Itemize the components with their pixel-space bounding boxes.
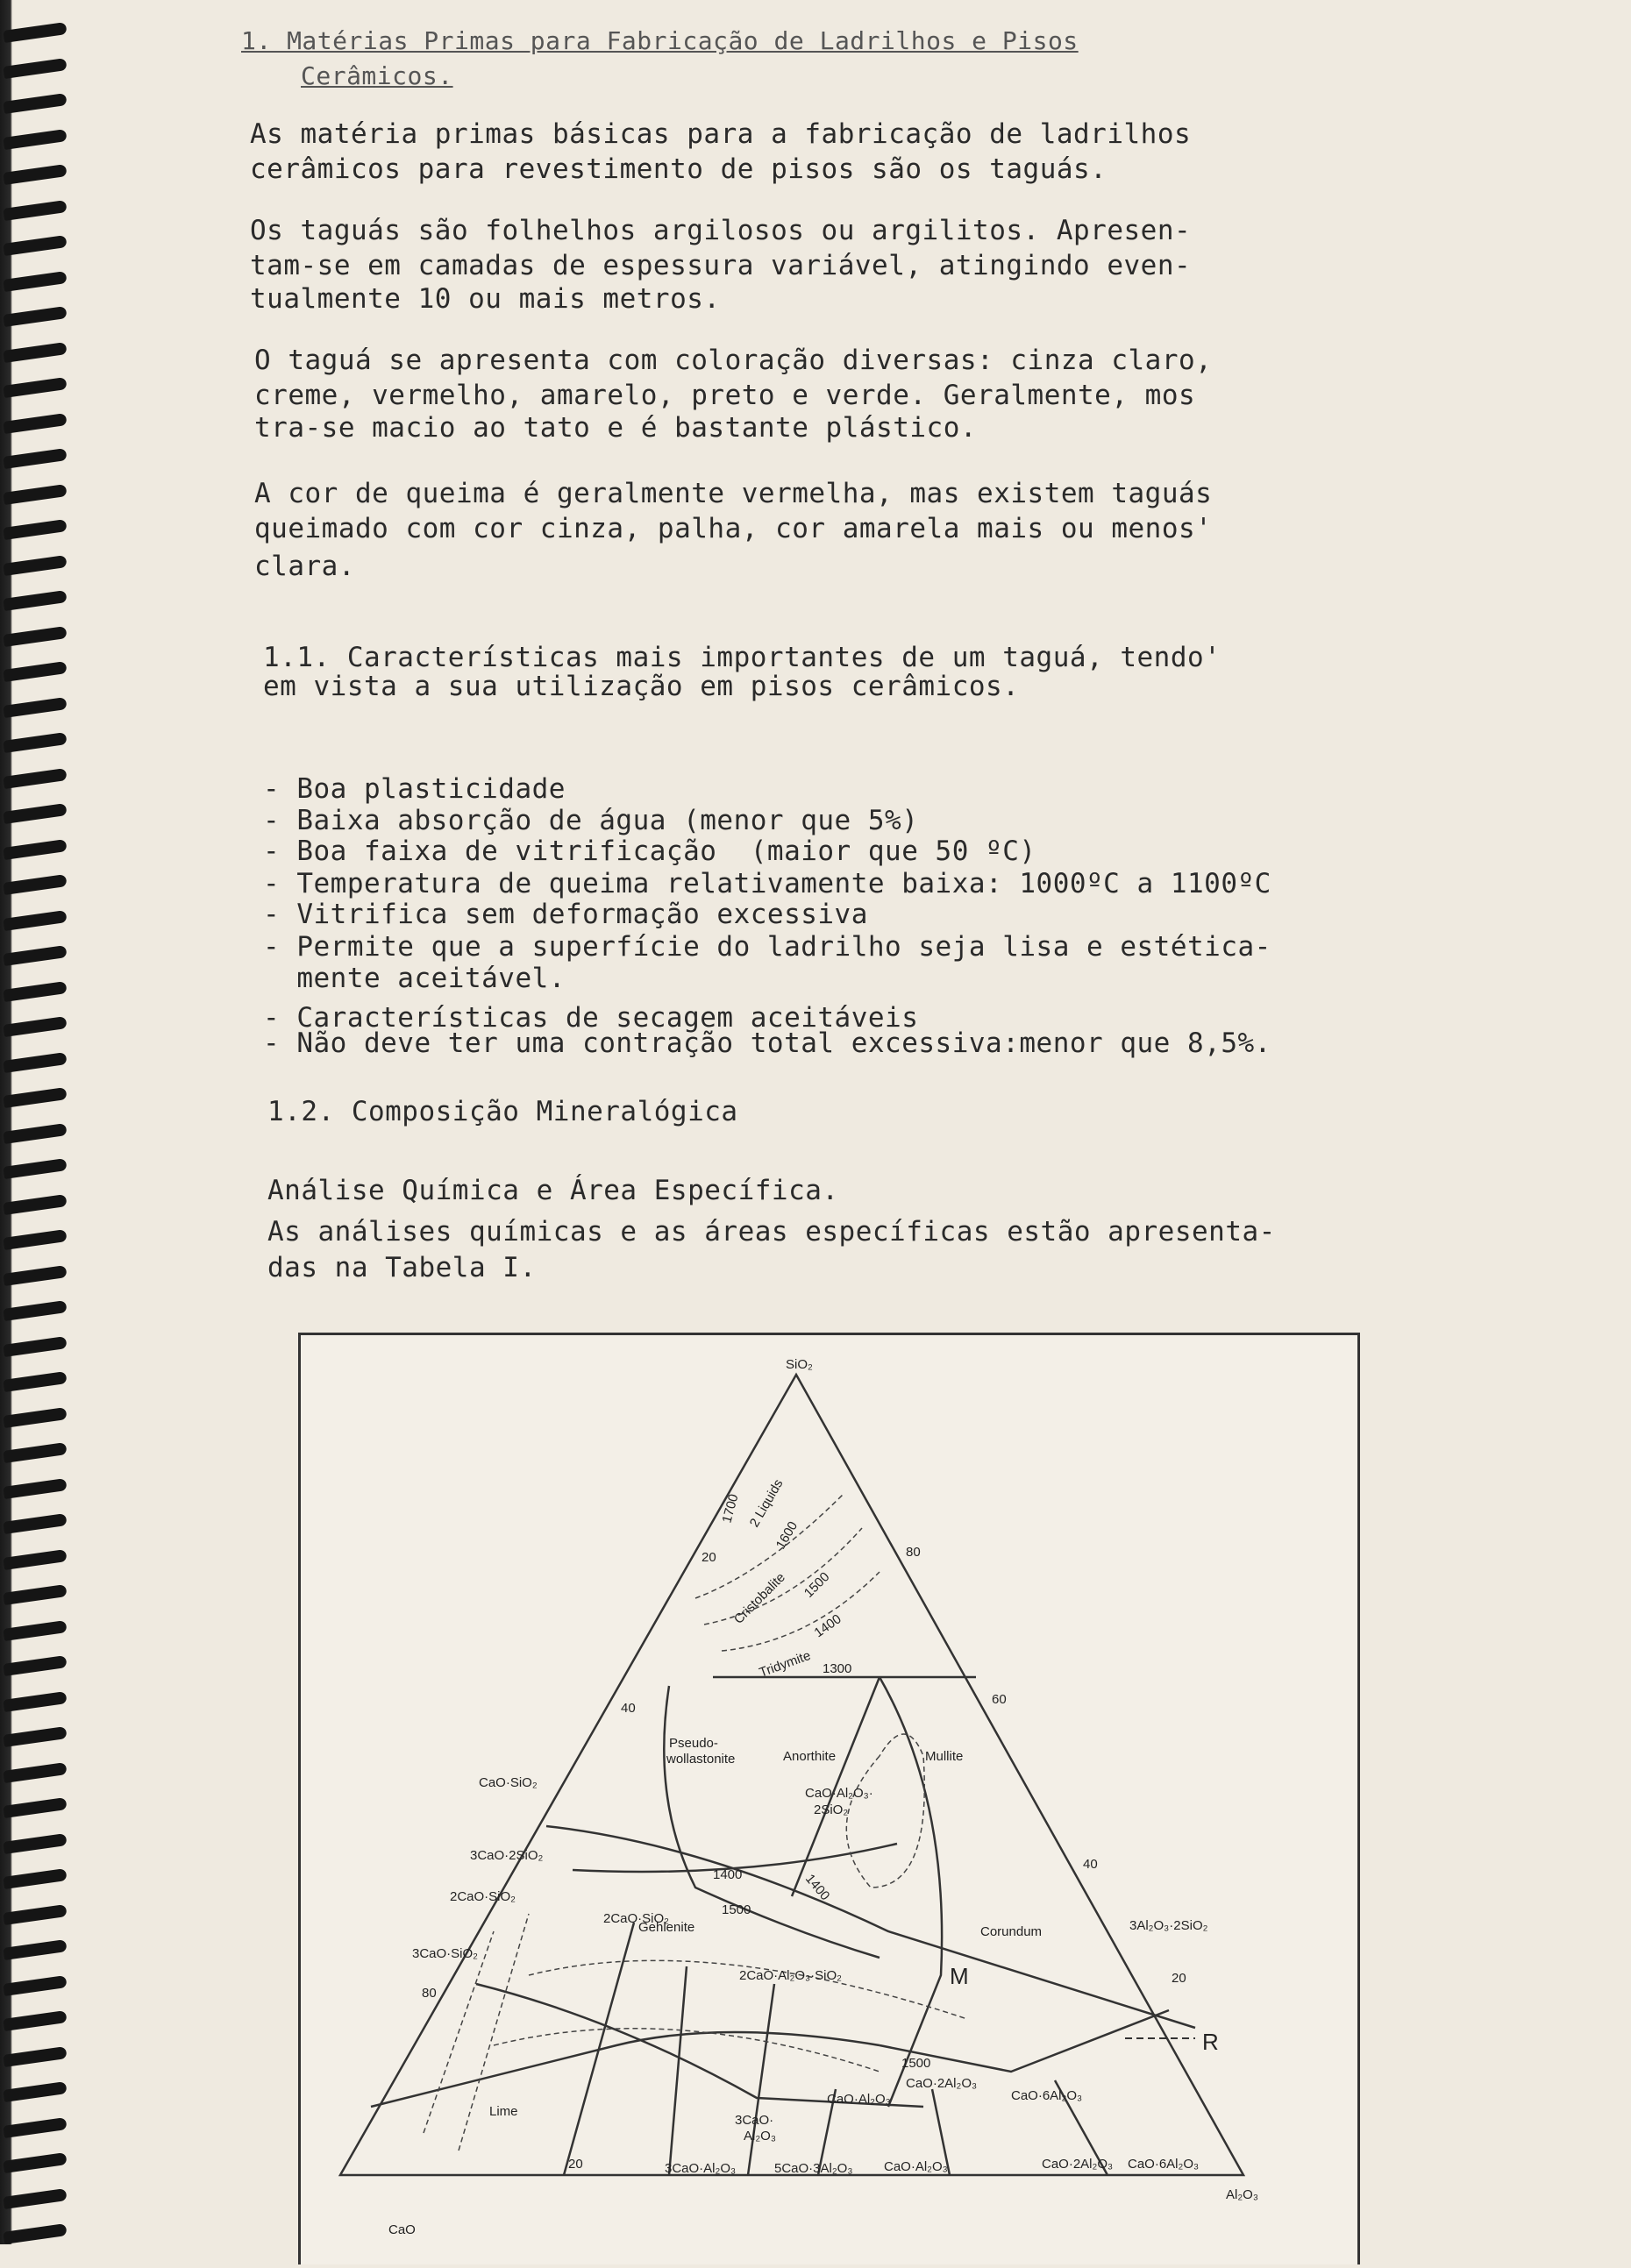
compound-label: 2CaO·Al₂O₃·SiO₂ xyxy=(739,1968,842,1983)
compound-label: 3CaO·SiO₂ xyxy=(412,1946,479,1961)
phase-label: 2 Liquids xyxy=(746,1476,787,1530)
binding-ring xyxy=(3,1158,67,1179)
paragraph-1-line: As matéria primas básicas para a fabricação de ladrilhos xyxy=(250,118,1192,150)
binding-ring xyxy=(3,413,67,434)
compound-label: 2CaO·SiO₂ xyxy=(450,1889,516,1904)
binding-ring xyxy=(3,910,67,931)
binding-ring xyxy=(3,448,67,469)
binding-ring xyxy=(3,1300,67,1321)
binding-ring xyxy=(3,2223,67,2244)
right-tick: 40 xyxy=(1083,1857,1098,1872)
binding-ring xyxy=(3,2152,67,2173)
isotherm-label: 1500 xyxy=(722,1902,751,1917)
bottom-compound-label: 3CaO·Al₂O₃ xyxy=(665,2161,737,2176)
section-1-1-heading: em vista a sua utilização em pisos cerâmicos. xyxy=(263,671,1020,702)
binding-ring xyxy=(3,377,67,398)
binding-ring xyxy=(3,1442,67,1463)
binding-ring xyxy=(3,1265,67,1286)
list-item: mente aceitável. xyxy=(263,963,566,994)
binding-ring xyxy=(3,1655,67,1676)
binding-ring xyxy=(3,2188,67,2209)
binding-ring xyxy=(3,271,67,292)
binding-ring xyxy=(3,2081,67,2102)
binding-ring xyxy=(3,1868,67,1889)
binding-ring xyxy=(3,306,67,327)
binding-ring xyxy=(3,803,67,824)
paragraph-4-line: clara. xyxy=(254,551,355,582)
isotherm-label: 1700 xyxy=(719,1492,742,1525)
compound-label: 3CaO·2SiO₂ xyxy=(470,1848,544,1863)
section-1-1-heading: 1.1. Características mais importantes de um taguá, tendo' xyxy=(263,642,1221,673)
phase-label: Tridymite xyxy=(757,1647,813,1681)
binding-ring xyxy=(3,1016,67,1037)
binding-ring xyxy=(3,1904,67,1925)
cao-al2o3-sio2-phase-diagram xyxy=(301,1335,1357,2264)
paragraph-2-line: tam-se em camadas de espessura variável, atingindo even- xyxy=(250,250,1192,281)
subsection-heading: Análise Química e Área Específica. xyxy=(267,1175,839,1206)
isotherm-label: 1500 xyxy=(801,1569,833,1601)
paragraph-2-line: Os taguás são folhelhos argilosos ou argilitos. Apresen- xyxy=(250,215,1192,246)
binding-ring xyxy=(3,1762,67,1783)
phase-label: Cristobalite xyxy=(730,1569,788,1627)
paragraph-3-line: creme, vermelho, amarelo, preto e verde. Geralmente, mos xyxy=(254,380,1196,411)
binding-ring xyxy=(3,1052,67,1073)
binding-ring xyxy=(3,1726,67,1747)
binding-ring xyxy=(3,874,67,895)
binding-ring xyxy=(3,1691,67,1712)
compound-label: 2CaO·SiO₂ xyxy=(603,1911,670,1926)
binding-ring xyxy=(3,1478,67,1499)
list-item: - Boa plasticidade xyxy=(263,773,566,805)
compound-label: 2SiO₂ xyxy=(814,1802,849,1817)
marker-r: R xyxy=(1202,2029,1219,2055)
binding-ring xyxy=(3,129,67,150)
binding-ring xyxy=(3,2117,67,2138)
binding-ring xyxy=(3,626,67,647)
final-paragraph-line: das na Tabela I. xyxy=(267,1252,537,1283)
binding-ring xyxy=(3,235,67,256)
compound-label: CaO·Al₂O₃ xyxy=(827,2092,891,2107)
left-tick: 20 xyxy=(702,1550,716,1565)
compound-label: Al₂O₃ xyxy=(744,2129,776,2144)
isotherm-label: 1400 xyxy=(811,1611,844,1641)
compound-label: CaO·Al₂O₃· xyxy=(805,1786,873,1801)
list-item: - Baixa absorção de água (menor que 5%) xyxy=(263,805,919,836)
paragraph-4-line: queimado com cor cinza, palha, cor amarela mais ou menos' xyxy=(254,513,1213,544)
left-tick: 80 xyxy=(422,1986,437,2001)
isotherm-label: 1400 xyxy=(713,1867,743,1882)
isotherm-label: 1600 xyxy=(773,1518,801,1552)
apex-al2o3-label: Al₂O₃ xyxy=(1226,2187,1258,2202)
binding-ring xyxy=(3,839,67,860)
spiral-binding xyxy=(0,0,79,2244)
paragraph-4-line: A cor de queima é geralmente vermelha, mas existem taguás xyxy=(254,478,1213,509)
compound-label: CaO·6Al₂O₃ xyxy=(1011,2088,1083,2103)
binding-ring xyxy=(3,1513,67,1534)
binding-ring xyxy=(3,1549,67,1570)
bottom-compound-label: CaO·2Al₂O₃ xyxy=(1042,2157,1114,2172)
phase-label: Gehlenite xyxy=(638,1920,695,1935)
binding-ring xyxy=(3,1407,67,1428)
list-item: - Permite que a superfície do ladrilho seja lisa e estética- xyxy=(263,931,1271,963)
binding-ring xyxy=(3,342,67,363)
right-tick: 80 xyxy=(906,1545,921,1560)
apex-cao-label: CaO xyxy=(388,2222,416,2237)
binding-ring xyxy=(3,519,67,540)
binding-ring xyxy=(3,768,67,789)
phase-label: Corundum xyxy=(980,1924,1043,1939)
isotherm-label: 1400 xyxy=(801,1871,833,1904)
bottom-compound-label: CaO·Al₂O₃ xyxy=(884,2159,948,2174)
binding-ring xyxy=(3,555,67,576)
binding-ring xyxy=(3,22,67,43)
compound-label: 3CaO· xyxy=(735,2113,774,2128)
phase-label: Pseudo- xyxy=(669,1736,718,1751)
list-item: - Características de secagem aceitáveis xyxy=(263,1002,919,1034)
list-item: - Não deve ter uma contração total excessiva:menor que 8,5%. xyxy=(263,1027,1271,1059)
paragraph-2-line: tualmente 10 ou mais metros. xyxy=(250,283,721,315)
heading-line-1: 1. Matérias Primas para Fabricação de Ladrilhos e Pisos xyxy=(241,26,1079,55)
final-paragraph-line: As análises químicas e as áreas específicas estão apresenta- xyxy=(267,1216,1276,1248)
isotherm-label: 1300 xyxy=(823,1661,852,1676)
binding-ring xyxy=(3,1620,67,1641)
bottom-compound-label: 5CaO·3Al₂O₃ xyxy=(774,2161,853,2176)
compound-label: 3Al₂O₃·2SiO₂ xyxy=(1129,1918,1208,1933)
apex-sio2-label: SiO₂ xyxy=(786,1357,813,1372)
list-item: - Boa faixa de vitrificação (maior que 50 ºC) xyxy=(263,835,1036,867)
heading-line-2: Cerâmicos. xyxy=(301,61,453,90)
binding-ring xyxy=(3,2010,67,2031)
paragraph-1-line: cerâmicos para revestimento de pisos são os taguás. xyxy=(250,153,1108,185)
binding-ring xyxy=(3,1371,67,1392)
bottom-tick: 20 xyxy=(568,2157,583,2172)
binding-ring xyxy=(3,2046,67,2067)
marker-m: M xyxy=(950,1963,969,1989)
binding-ring xyxy=(3,1975,67,1996)
phase-label: Lime xyxy=(489,2104,518,2119)
binding-ring xyxy=(3,732,67,753)
phase-label: Mullite xyxy=(925,1749,964,1764)
right-tick: 20 xyxy=(1172,1971,1186,1986)
phase-label: wollastonite xyxy=(666,1752,736,1767)
binding-ring xyxy=(3,661,67,682)
bottom-compound-label: CaO·6Al₂O₃ xyxy=(1128,2157,1200,2172)
binding-ring xyxy=(3,1229,67,1250)
compound-label: CaO·2Al₂O₃ xyxy=(906,2076,978,2091)
phase-diagram-figure xyxy=(298,1333,1360,2264)
ternary-triangle xyxy=(340,1375,1243,2175)
paragraph-3-line: tra-se macio ao tato e é bastante plástico. xyxy=(254,412,978,444)
list-item: - Temperatura de queima relativamente baixa: 1000ºC a 1100ºC xyxy=(263,868,1271,899)
binding-ring xyxy=(3,58,67,79)
binding-ring xyxy=(3,1797,67,1818)
binding-ring xyxy=(3,590,67,611)
binding-ring xyxy=(3,945,67,966)
right-tick: 60 xyxy=(992,1692,1007,1707)
binding-ring xyxy=(3,93,67,114)
binding-ring xyxy=(3,981,67,1002)
binding-ring xyxy=(3,697,67,718)
isotherm-label: 1500 xyxy=(901,2056,931,2071)
left-tick: 40 xyxy=(621,1701,636,1716)
list-item: - Vitrifica sem deformação excessiva xyxy=(263,899,868,930)
phase-label: Anorthite xyxy=(783,1749,837,1764)
binding-ring xyxy=(3,1194,67,1215)
binding-ring xyxy=(3,1123,67,1144)
binding-ring xyxy=(3,484,67,505)
binding-ring xyxy=(3,1584,67,1605)
paragraph-3-line: O taguá se apresenta com coloração diversas: cinza claro, xyxy=(254,345,1213,376)
binding-ring xyxy=(3,200,67,221)
binding-ring xyxy=(3,1087,67,1108)
binding-ring xyxy=(3,1939,67,1960)
binding-ring xyxy=(3,1833,67,1854)
binding-ring xyxy=(3,164,67,185)
binding-ring xyxy=(3,1336,67,1357)
section-1-2-heading: 1.2. Composição Mineralógica xyxy=(267,1096,738,1127)
compound-label: CaO·SiO₂ xyxy=(479,1775,538,1790)
